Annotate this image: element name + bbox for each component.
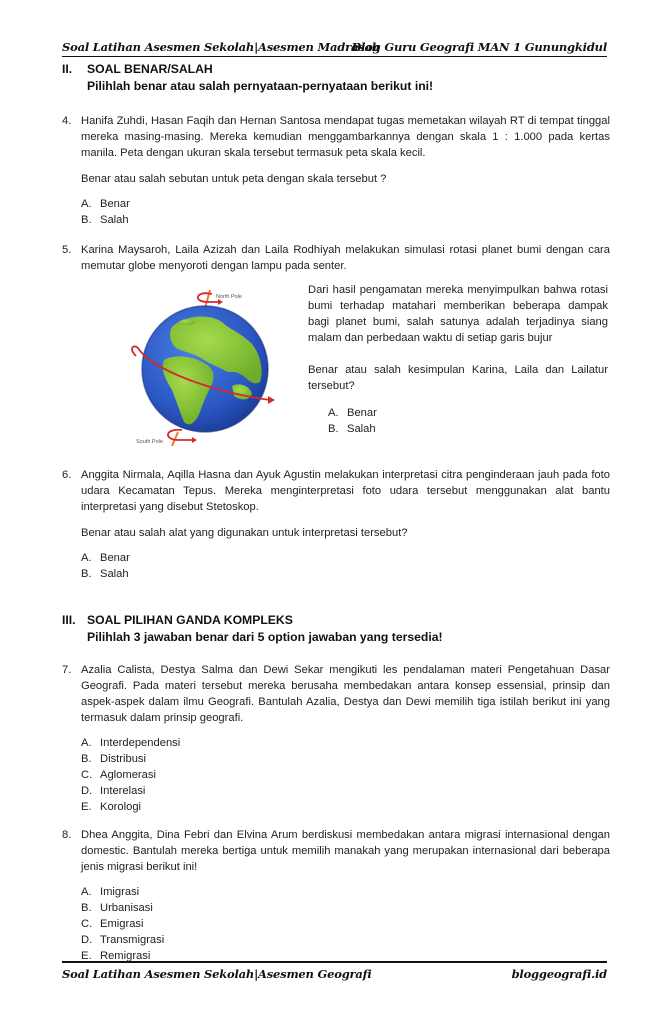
question-4	[62, 113, 610, 228]
option-b[interactable]	[81, 212, 610, 228]
option-text: Salah	[347, 423, 376, 435]
question-body: Azalia Calista, Destya Salma dan Dewi Sekar mengikuti les pendalaman materi Pengetahuan Dasar Geografi. Pada materi tersebut mereka berusaha membedakan antara konsep essensial, prinsip dan aspek-aspek dalam ilmu Geografi. Bantulah Azalia, Destya dan Dewi memilih tiga istilah berikut ini yang termasuk dalam prinsip geografi.	[81, 664, 610, 724]
page-header	[62, 38, 607, 57]
question-body: Anggita Nirmala, Aqilla Hasna dan Ayuk Agustin melakukan interpretasi citra penginderaan jauh pada foto udara Kecamatan Tepus. Mereka menginterpretasi foto udara tersebut menggunakan alat bantu interpretasi yang disebut Stetoskop.	[81, 469, 610, 513]
option-text: Salah	[100, 214, 129, 226]
question-body: Karina Maysaroh, Laila Azizah dan Laila Rodhiyah melakukan simulasi rotasi planet bumi dengan cara memutar globe menyoroti dengan lampu pada senter.	[81, 244, 610, 272]
section-heading-pilihan-ganda-kompleks	[62, 613, 443, 644]
option-letter: C.	[81, 769, 93, 781]
option-a[interactable]	[81, 550, 610, 566]
option-text: Emigrasi	[100, 918, 144, 930]
footer-divider	[62, 961, 607, 963]
section-heading-benar-salah	[62, 62, 433, 93]
question-8	[62, 827, 610, 964]
section-instruction: Pilihlah benar atau salah pernyataan-pernyataan berikut ini!	[87, 79, 434, 93]
option-letter: A.	[81, 198, 92, 210]
option-text: Aglomerasi	[100, 769, 156, 781]
svg-text:North Pole: North Pole	[216, 294, 242, 300]
globe-rotation-image	[112, 282, 292, 447]
option-a[interactable]	[328, 405, 608, 421]
option-letter: D.	[81, 934, 93, 946]
question-7	[62, 662, 610, 815]
option-b[interactable]	[81, 751, 610, 767]
option-b[interactable]	[81, 566, 610, 582]
answer-options	[328, 405, 608, 437]
option-d[interactable]	[81, 932, 610, 948]
option-text: Benar	[100, 198, 130, 210]
question-prompt: Benar atau salah sebutan untuk peta dengan skala tersebut ?	[81, 173, 387, 185]
option-text: Urbanisasi	[100, 902, 153, 914]
question-prompt: Benar atau salah alat yang digunakan untuk interpretasi tersebut?	[81, 527, 408, 539]
option-letter: A.	[81, 552, 92, 564]
option-text: Benar	[347, 407, 377, 419]
option-e[interactable]	[81, 799, 610, 815]
footer-site: bloggeografi.id	[511, 967, 607, 981]
question-number: 7.	[62, 664, 72, 676]
answer-options	[81, 735, 610, 815]
option-text: Benar	[100, 552, 130, 564]
globe-icon	[112, 282, 292, 447]
option-text: Interelasi	[100, 785, 146, 797]
question-5-side-text	[308, 282, 608, 437]
option-letter: E.	[81, 801, 92, 813]
option-b[interactable]	[328, 421, 608, 437]
question-number: 8.	[62, 829, 72, 841]
question-prompt: Benar atau salah kesimpulan Karina, Laila dan Lailatur tersebut?	[308, 364, 608, 392]
header-title-left: Soal Latihan Asesmen Sekolah|Asesmen Madrasah	[62, 40, 380, 54]
option-letter: D.	[81, 785, 93, 797]
option-letter: B.	[81, 902, 92, 914]
option-letter: C.	[81, 918, 93, 930]
section-number: III.	[62, 613, 76, 627]
option-text: Transmigrasi	[100, 934, 165, 946]
section-title: SOAL PILIHAN GANDA KOMPLEKS	[87, 613, 293, 627]
answer-options	[81, 550, 610, 582]
option-d[interactable]	[81, 783, 610, 799]
section-instruction: Pilihlah 3 jawaban benar dari 5 option jawaban yang tersedia!	[87, 630, 443, 644]
question-number: 6.	[62, 469, 72, 481]
option-letter: B.	[81, 568, 92, 580]
svg-text:South Pole: South Pole	[136, 439, 163, 445]
section-title: SOAL BENAR/SALAH	[87, 62, 213, 76]
question-body: Hanifa Zuhdi, Hasan Faqih dan Hernan Santosa mendapat tugas memetakan wilayah RT di tempat tinggal mereka masing-masing. Mereka kemudian menggambarkannya dengan skala 1 : 1.000 pada kertas manila. Peta dengan ukuran skala tersebut termasuk peta skala kecil.	[81, 115, 610, 159]
question-body-continued: Dari hasil pengamatan mereka menyimpulkan bahwa rotasi bumi terhadap matahari memberikan beberapa dampak bagi planet bumi, salah satunya adalah terjadinya siang malam dan perbedaan waktu di setiap garis bujur	[308, 284, 608, 344]
option-letter: A.	[328, 407, 339, 419]
question-number: 4.	[62, 115, 72, 127]
option-c[interactable]	[81, 916, 610, 932]
option-c[interactable]	[81, 767, 610, 783]
question-number: 5.	[62, 244, 72, 256]
option-letter: B.	[81, 753, 92, 765]
option-letter: B.	[81, 214, 92, 226]
option-text: Salah	[100, 568, 129, 580]
question-6	[62, 467, 610, 582]
option-text: Distribusi	[100, 753, 147, 765]
answer-options	[81, 196, 610, 228]
question-body: Dhea Anggita, Dina Febri dan Elvina Arum berdiskusi membedakan antara migrasi internasional dengan domestic. Bantulah mereka bertiga untuk memilih manakah yang merupakan internasional dari beberapa jenis migrasi berikut ini!	[81, 829, 610, 873]
option-text: Imigrasi	[100, 886, 140, 898]
question-5	[62, 242, 610, 274]
header-title-right: Blog Guru Geografi MAN 1 Gunungkidul	[351, 40, 607, 54]
option-a[interactable]	[81, 884, 610, 900]
option-a[interactable]	[81, 196, 610, 212]
option-letter: B.	[328, 423, 339, 435]
option-letter: E.	[81, 950, 92, 962]
option-letter: A.	[81, 886, 92, 898]
footer-title-left: Soal Latihan Asesmen Sekolah|Asesmen Geografi	[62, 967, 372, 981]
section-number: II.	[62, 62, 73, 76]
option-b[interactable]	[81, 900, 610, 916]
option-text: Korologi	[100, 801, 142, 813]
option-letter: A.	[81, 737, 92, 749]
option-a[interactable]	[81, 735, 610, 751]
option-text: Remigrasi	[100, 950, 151, 962]
answer-options	[81, 884, 610, 964]
option-text: Interdependensi	[100, 737, 181, 749]
